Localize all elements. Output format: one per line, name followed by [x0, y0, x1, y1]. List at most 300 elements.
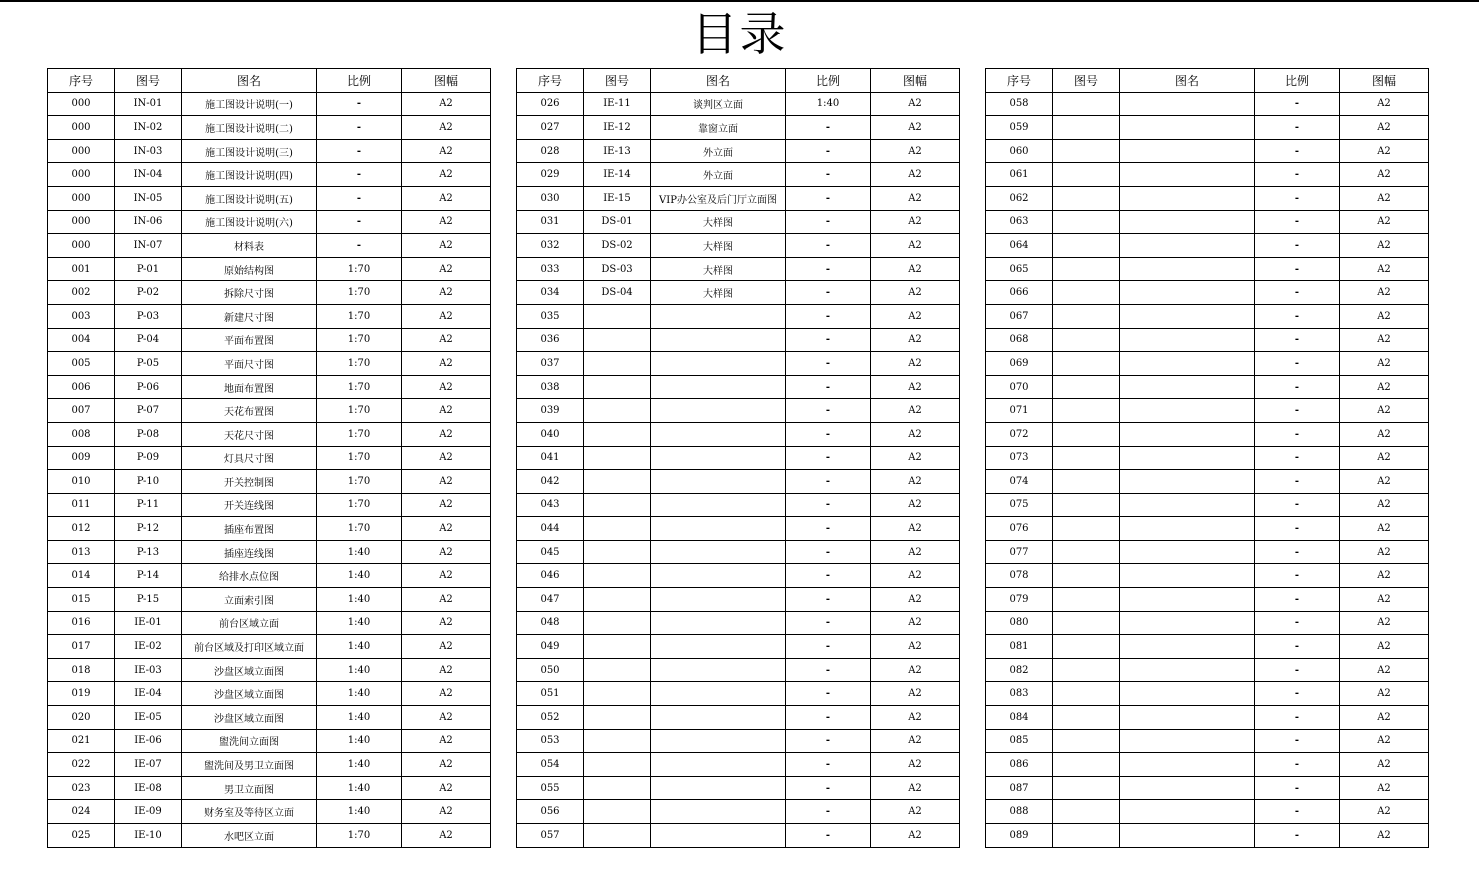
cell-drawing-no: IE-12 [584, 116, 651, 140]
cell-drawing-no [584, 328, 651, 352]
cell-scale: - [1255, 564, 1340, 588]
table-row [48, 729, 491, 753]
cell-scale: - [1255, 304, 1340, 328]
cell-sheet-size: A2 [1340, 706, 1429, 730]
cell-drawing-name [651, 729, 786, 753]
table-row [517, 706, 960, 730]
cell-sheet-size: A2 [402, 493, 491, 517]
cell-scale: 1:70 [317, 422, 402, 446]
cell-index: 041 [517, 446, 584, 470]
cell-index: 013 [48, 540, 115, 564]
cell-drawing-no: P-11 [115, 493, 182, 517]
header-index: 序号 [48, 69, 115, 93]
cell-drawing-name [1120, 375, 1255, 399]
cell-drawing-no [1053, 186, 1120, 210]
cell-sheet-size: A2 [871, 564, 960, 588]
table-row [517, 540, 960, 564]
table-row [517, 493, 960, 517]
cell-drawing-no: IE-14 [584, 163, 651, 187]
cell-drawing-name: 材料表 [182, 234, 317, 258]
cell-index: 076 [986, 517, 1053, 541]
cell-drawing-no [584, 304, 651, 328]
cell-drawing-no: IN-04 [115, 163, 182, 187]
cell-drawing-name [1120, 753, 1255, 777]
cell-drawing-name [1120, 800, 1255, 824]
cell-drawing-name [1120, 446, 1255, 470]
cell-scale: 1:40 [317, 753, 402, 777]
cell-drawing-no [584, 446, 651, 470]
header-sheet-size: 图幅 [1340, 69, 1429, 93]
cell-sheet-size: A2 [1340, 163, 1429, 187]
cell-index: 004 [48, 328, 115, 352]
cell-index: 032 [517, 234, 584, 258]
cell-scale: - [1255, 116, 1340, 140]
cell-drawing-name: 施工图设计说明(五) [182, 186, 317, 210]
cell-drawing-name: 大样图 [651, 234, 786, 258]
table-row [986, 281, 1429, 305]
cell-drawing-no: P-12 [115, 517, 182, 541]
cell-drawing-name: 施工图设计说明(六) [182, 210, 317, 234]
cell-index: 040 [517, 422, 584, 446]
cell-drawing-no [1053, 824, 1120, 848]
table-row [986, 588, 1429, 612]
cell-drawing-name: 盥洗间及男卫立面图 [182, 753, 317, 777]
cell-drawing-name: 拆除尺寸图 [182, 281, 317, 305]
header-drawing-no: 图号 [115, 69, 182, 93]
cell-sheet-size: A2 [871, 328, 960, 352]
cell-index: 047 [517, 588, 584, 612]
cell-drawing-name: 给排水点位图 [182, 564, 317, 588]
cell-scale: 1:40 [317, 706, 402, 730]
cell-scale: - [1255, 753, 1340, 777]
cell-drawing-name [1120, 304, 1255, 328]
cell-drawing-name: 大样图 [651, 257, 786, 281]
table-row [517, 352, 960, 376]
table-header-row [986, 69, 1429, 93]
cell-scale: - [786, 800, 871, 824]
cell-drawing-name [1120, 92, 1255, 116]
cell-index: 049 [517, 635, 584, 659]
cell-drawing-name: 平面尺寸图 [182, 352, 317, 376]
cell-drawing-name: 天花布置图 [182, 399, 317, 423]
table-row [517, 776, 960, 800]
cell-drawing-no [584, 375, 651, 399]
cell-sheet-size: A2 [402, 328, 491, 352]
cell-drawing-no: IN-01 [115, 92, 182, 116]
cell-scale: - [786, 564, 871, 588]
cell-drawing-no [584, 800, 651, 824]
cell-sheet-size: A2 [1340, 210, 1429, 234]
cell-index: 027 [517, 116, 584, 140]
cell-sheet-size: A2 [402, 116, 491, 140]
cell-index: 053 [517, 729, 584, 753]
cell-index: 063 [986, 210, 1053, 234]
table-row [986, 257, 1429, 281]
table-row [986, 375, 1429, 399]
table-row [986, 92, 1429, 116]
cell-drawing-no: IN-07 [115, 234, 182, 258]
cell-drawing-no [584, 753, 651, 777]
cell-index: 020 [48, 706, 115, 730]
cell-drawing-name: 灯具尺寸图 [182, 446, 317, 470]
page-title: 目录 [691, 7, 788, 61]
cell-sheet-size: A2 [402, 234, 491, 258]
cell-scale: 1:70 [317, 493, 402, 517]
drawing-list-table-2 [516, 68, 960, 848]
cell-drawing-name [1120, 682, 1255, 706]
cell-scale: - [1255, 163, 1340, 187]
cell-sheet-size: A2 [871, 517, 960, 541]
table-row [48, 186, 491, 210]
cell-drawing-no: P-06 [115, 375, 182, 399]
cell-index: 018 [48, 658, 115, 682]
cell-index: 003 [48, 304, 115, 328]
cell-sheet-size: A2 [402, 399, 491, 423]
header-scale: 比例 [786, 69, 871, 93]
table-row [986, 729, 1429, 753]
cell-drawing-no [584, 658, 651, 682]
table-row [986, 800, 1429, 824]
table-row [986, 611, 1429, 635]
cell-sheet-size: A2 [871, 352, 960, 376]
header-drawing-name: 图名 [1120, 69, 1255, 93]
cell-scale: - [1255, 281, 1340, 305]
cell-drawing-name: VIP办公室及后门厅立面图 [651, 186, 786, 210]
cell-sheet-size: A2 [871, 706, 960, 730]
cell-scale: 1:40 [317, 564, 402, 588]
cell-sheet-size: A2 [871, 753, 960, 777]
cell-index: 080 [986, 611, 1053, 635]
top-border-line [0, 0, 1479, 2]
table-row [48, 635, 491, 659]
cell-scale: 1:70 [317, 281, 402, 305]
drawing-list-table-3 [985, 68, 1429, 848]
table-row [517, 422, 960, 446]
cell-scale: - [1255, 257, 1340, 281]
cell-scale: - [1255, 399, 1340, 423]
cell-sheet-size: A2 [402, 824, 491, 848]
cell-scale: 1:70 [317, 399, 402, 423]
cell-drawing-name [1120, 706, 1255, 730]
cell-index: 007 [48, 399, 115, 423]
cell-index: 000 [48, 210, 115, 234]
cell-drawing-no: IN-03 [115, 139, 182, 163]
cell-drawing-name [1120, 139, 1255, 163]
header-drawing-name: 图名 [182, 69, 317, 93]
cell-drawing-no [1053, 635, 1120, 659]
cell-drawing-name [1120, 729, 1255, 753]
cell-drawing-no [1053, 517, 1120, 541]
cell-scale: - [786, 776, 871, 800]
cell-index: 043 [517, 493, 584, 517]
cell-sheet-size: A2 [402, 776, 491, 800]
cell-sheet-size: A2 [871, 729, 960, 753]
cell-drawing-no [584, 422, 651, 446]
cell-index: 001 [48, 257, 115, 281]
cell-scale: - [786, 422, 871, 446]
cell-scale: - [1255, 446, 1340, 470]
cell-drawing-name [1120, 658, 1255, 682]
table-row [48, 422, 491, 446]
cell-scale: 1:70 [317, 257, 402, 281]
cell-drawing-name [1120, 564, 1255, 588]
cell-sheet-size: A2 [1340, 186, 1429, 210]
cell-scale: 1:40 [317, 776, 402, 800]
cell-index: 065 [986, 257, 1053, 281]
cell-index: 036 [517, 328, 584, 352]
cell-sheet-size: A2 [1340, 257, 1429, 281]
cell-sheet-size: A2 [871, 139, 960, 163]
cell-index: 078 [986, 564, 1053, 588]
cell-sheet-size: A2 [1340, 658, 1429, 682]
cell-drawing-name [651, 564, 786, 588]
table-row [48, 352, 491, 376]
cell-drawing-name [651, 375, 786, 399]
cell-index: 029 [517, 163, 584, 187]
header-sheet-size: 图幅 [402, 69, 491, 93]
table-row [986, 517, 1429, 541]
cell-drawing-name: 原始结构图 [182, 257, 317, 281]
table-row [48, 210, 491, 234]
cell-sheet-size: A2 [1340, 92, 1429, 116]
cell-index: 067 [986, 304, 1053, 328]
table-row [517, 92, 960, 116]
cell-index: 025 [48, 824, 115, 848]
cell-drawing-name: 插座布置图 [182, 517, 317, 541]
cell-drawing-no [1053, 234, 1120, 258]
cell-drawing-name [1120, 422, 1255, 446]
cell-scale: - [786, 116, 871, 140]
table-row [517, 753, 960, 777]
cell-drawing-no [1053, 257, 1120, 281]
cell-index: 070 [986, 375, 1053, 399]
cell-drawing-no [1053, 729, 1120, 753]
cell-sheet-size: A2 [1340, 540, 1429, 564]
cell-drawing-name [651, 470, 786, 494]
cell-drawing-no [1053, 116, 1120, 140]
cell-drawing-no [584, 564, 651, 588]
cell-sheet-size: A2 [402, 422, 491, 446]
cell-sheet-size: A2 [1340, 399, 1429, 423]
table-row [48, 139, 491, 163]
cell-sheet-size: A2 [1340, 446, 1429, 470]
cell-index: 045 [517, 540, 584, 564]
cell-drawing-name: 地面布置图 [182, 375, 317, 399]
cell-drawing-no [584, 493, 651, 517]
cell-scale: - [1255, 658, 1340, 682]
cell-drawing-name: 沙盘区域立面图 [182, 682, 317, 706]
header-drawing-no: 图号 [1053, 69, 1120, 93]
cell-sheet-size: A2 [871, 210, 960, 234]
cell-drawing-no [584, 611, 651, 635]
table-row [986, 635, 1429, 659]
cell-scale: - [1255, 611, 1340, 635]
table-row [517, 399, 960, 423]
cell-sheet-size: A2 [402, 470, 491, 494]
table-row [517, 375, 960, 399]
cell-scale: - [1255, 824, 1340, 848]
cell-sheet-size: A2 [1340, 328, 1429, 352]
cell-index: 058 [986, 92, 1053, 116]
cell-scale: 1:40 [317, 682, 402, 706]
table-row [517, 470, 960, 494]
cell-index: 002 [48, 281, 115, 305]
cell-scale: 1:40 [317, 800, 402, 824]
cell-drawing-no: P-03 [115, 304, 182, 328]
table-row [48, 611, 491, 635]
cell-drawing-name [1120, 493, 1255, 517]
cell-index: 035 [517, 304, 584, 328]
table-row [517, 304, 960, 328]
cell-sheet-size: A2 [1340, 281, 1429, 305]
cell-scale: - [317, 186, 402, 210]
cell-drawing-name: 外立面 [651, 163, 786, 187]
cell-sheet-size: A2 [1340, 493, 1429, 517]
cell-drawing-name [651, 611, 786, 635]
table-row [517, 611, 960, 635]
cell-drawing-name: 外立面 [651, 139, 786, 163]
cell-index: 000 [48, 92, 115, 116]
cell-drawing-no: IE-05 [115, 706, 182, 730]
cell-scale: - [786, 257, 871, 281]
cell-index: 073 [986, 446, 1053, 470]
table-row [517, 139, 960, 163]
table-row [517, 186, 960, 210]
cell-drawing-name: 沙盘区域立面图 [182, 658, 317, 682]
table-row [517, 163, 960, 187]
cell-scale: - [317, 163, 402, 187]
cell-sheet-size: A2 [871, 658, 960, 682]
cell-scale: - [1255, 706, 1340, 730]
cell-scale: 1:70 [317, 824, 402, 848]
cell-sheet-size: A2 [402, 658, 491, 682]
cell-drawing-no [584, 682, 651, 706]
cell-sheet-size: A2 [1340, 234, 1429, 258]
table-row [986, 186, 1429, 210]
cell-drawing-name [1120, 824, 1255, 848]
cell-sheet-size: A2 [402, 800, 491, 824]
cell-sheet-size: A2 [402, 304, 491, 328]
table-row [517, 517, 960, 541]
table-row [517, 682, 960, 706]
cell-sheet-size: A2 [1340, 517, 1429, 541]
cell-index: 030 [517, 186, 584, 210]
table-row [517, 564, 960, 588]
cell-sheet-size: A2 [402, 729, 491, 753]
table-row [48, 682, 491, 706]
cell-index: 048 [517, 611, 584, 635]
cell-index: 022 [48, 753, 115, 777]
cell-drawing-name [1120, 470, 1255, 494]
table-row [48, 234, 491, 258]
cell-drawing-no [1053, 611, 1120, 635]
cell-drawing-no: IE-07 [115, 753, 182, 777]
cell-scale: 1:40 [317, 658, 402, 682]
cell-drawing-no: IE-10 [115, 824, 182, 848]
cell-scale: - [1255, 210, 1340, 234]
cell-index: 061 [986, 163, 1053, 187]
cell-drawing-name [651, 352, 786, 376]
cell-sheet-size: A2 [402, 92, 491, 116]
cell-index: 086 [986, 753, 1053, 777]
cell-index: 000 [48, 139, 115, 163]
cell-sheet-size: A2 [871, 186, 960, 210]
table-row [986, 564, 1429, 588]
cell-index: 006 [48, 375, 115, 399]
cell-index: 069 [986, 352, 1053, 376]
cell-sheet-size: A2 [402, 257, 491, 281]
cell-sheet-size: A2 [402, 682, 491, 706]
cell-drawing-name [651, 399, 786, 423]
cell-scale: - [786, 658, 871, 682]
table-row [986, 422, 1429, 446]
cell-drawing-no [1053, 328, 1120, 352]
cell-drawing-no: IE-13 [584, 139, 651, 163]
table-row [48, 800, 491, 824]
cell-index: 026 [517, 92, 584, 116]
table-row [986, 352, 1429, 376]
cell-index: 011 [48, 493, 115, 517]
cell-scale: - [1255, 635, 1340, 659]
cell-scale: - [1255, 517, 1340, 541]
cell-drawing-no [584, 729, 651, 753]
cell-drawing-name [651, 304, 786, 328]
cell-index: 087 [986, 776, 1053, 800]
cell-scale: 1:40 [317, 611, 402, 635]
cell-scale: - [786, 399, 871, 423]
cell-index: 079 [986, 588, 1053, 612]
table-row [986, 234, 1429, 258]
cell-drawing-name: 施工图设计说明(三) [182, 139, 317, 163]
cell-drawing-no [584, 824, 651, 848]
table-row [986, 658, 1429, 682]
cell-scale: - [786, 352, 871, 376]
cell-sheet-size: A2 [1340, 139, 1429, 163]
cell-scale: - [786, 824, 871, 848]
cell-scale: - [1255, 186, 1340, 210]
cell-drawing-no: P-05 [115, 352, 182, 376]
cell-index: 082 [986, 658, 1053, 682]
table-row [48, 281, 491, 305]
cell-drawing-name: 施工图设计说明(四) [182, 163, 317, 187]
cell-scale: - [1255, 92, 1340, 116]
cell-drawing-no [1053, 470, 1120, 494]
table-row [48, 658, 491, 682]
cell-index: 000 [48, 234, 115, 258]
cell-drawing-no: P-01 [115, 257, 182, 281]
cell-sheet-size: A2 [871, 493, 960, 517]
cell-drawing-name [651, 706, 786, 730]
cell-drawing-name [651, 422, 786, 446]
cell-index: 038 [517, 375, 584, 399]
cell-index: 064 [986, 234, 1053, 258]
cell-scale: - [786, 281, 871, 305]
table-row [48, 257, 491, 281]
cell-index: 089 [986, 824, 1053, 848]
cell-index: 059 [986, 116, 1053, 140]
cell-scale: - [1255, 493, 1340, 517]
cell-scale: 1:40 [317, 729, 402, 753]
cell-drawing-name [651, 493, 786, 517]
cell-drawing-no: IE-08 [115, 776, 182, 800]
cell-index: 072 [986, 422, 1053, 446]
cell-drawing-no: P-09 [115, 446, 182, 470]
table-row [986, 304, 1429, 328]
cell-sheet-size: A2 [871, 635, 960, 659]
cell-index: 008 [48, 422, 115, 446]
cell-drawing-name [651, 446, 786, 470]
table-row [517, 588, 960, 612]
